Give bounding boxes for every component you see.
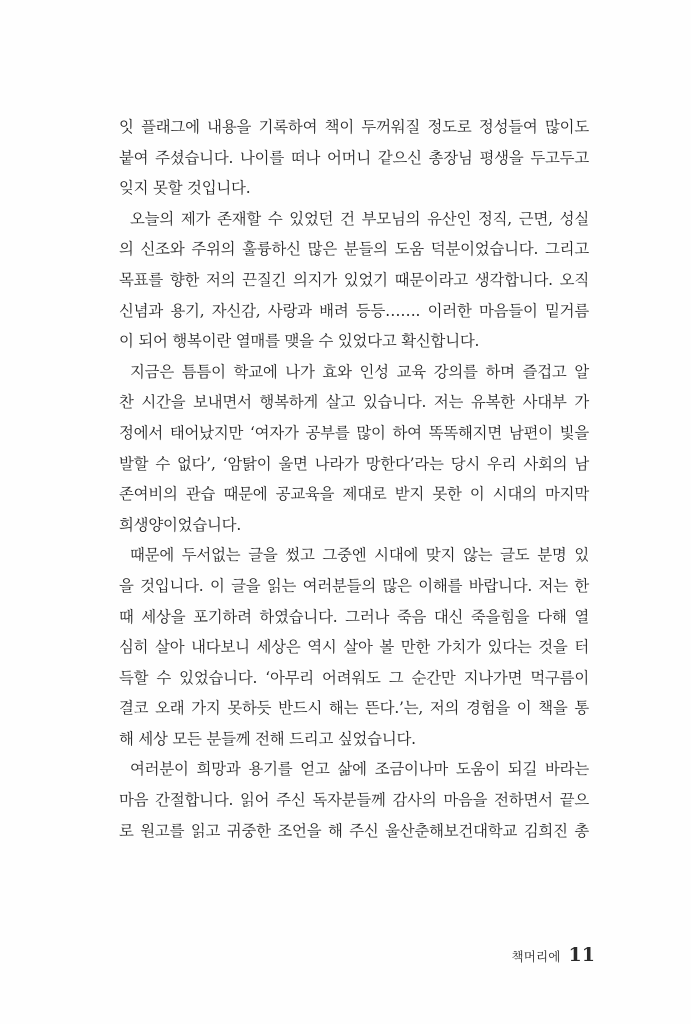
text-line: 의 신조와 주위의 훌륭하신 많은 분들의 도움 덕분이었습니다. 그리고	[119, 240, 589, 259]
page-footer	[511, 944, 595, 966]
text-line: 찬 시간을 보내면서 행복하게 살고 있습니다. 저는 유복한 사대부 가	[119, 393, 589, 412]
text-line: 때 세상을 포기하려 하였습니다. 그러나 죽음 대신 죽을힘을 다해 열	[119, 607, 589, 626]
text-line: 여러분이 희망과 용기를 얻고 삶에 조금이나마 도움이 되길 바라는	[130, 760, 589, 779]
text-line: 발할 수 없다’, ‘암탉이 울면 나라가 망한다’라는 당시 우리 사회의 남	[119, 454, 589, 473]
text-line: 때문에 두서없는 글을 썼고 그중엔 시대에 맞지 않는 글도 분명 있	[130, 546, 589, 565]
text-line: 을 것입니다. 이 글을 읽는 여러분들의 많은 이해를 바랍니다. 저는 한	[119, 576, 589, 595]
text-line: 로 원고를 읽고 귀중한 조언을 해 주신 울산춘해보건대학교 김희진 총	[119, 821, 589, 840]
text-line: 존여비의 관습 때문에 공교육을 제대로 받지 못한 이 시대의 마지막	[119, 485, 589, 504]
text-line: 이 되어 행복이란 열매를 맺을 수 있었다고 확신합니다.	[119, 332, 480, 351]
text-line: 해 세상 모든 분들께 전해 드리고 싶었습니다.	[119, 729, 416, 748]
text-line: 심히 살아 내다보니 세상은 역시 살아 볼 만한 가치가 있다는 것을 터	[119, 638, 589, 657]
text-line: 목표를 향한 저의 끈질긴 의지가 있었기 때문이라고 생각합니다. 오직	[119, 270, 589, 289]
text-line: 정에서 태어났지만 ‘여자가 공부를 많이 하여 똑똑해지면 남편이 빛을	[119, 423, 589, 442]
running-head: 책머리에	[511, 949, 561, 964]
page-number: 11	[568, 944, 595, 966]
text-line: 신념과 용기, 자신감, 사랑과 배려 등등……. 이러한 마음들이 밑거름	[119, 301, 589, 320]
text-line: 잇 플래그에 내용을 기록하여 책이 두꺼워질 정도로 정성들여 많이도	[119, 118, 589, 136]
text-line: 지금은 틈틈이 학교에 나가 효와 인성 교육 강의를 하며 즐겁고 알	[130, 362, 589, 381]
text-line: 잊지 못할 것입니다.	[119, 179, 251, 198]
text-line: 붙여 주셨습니다. 나이를 떠나 어머니 같으신 총장님 평생을 두고두고	[119, 148, 589, 167]
text-line: 득할 수 있었습니다. ‘아무리 어려워도 그 순간만 지나가면 먹구름이	[119, 668, 589, 687]
text-line: 결코 오래 가지 못하듯 반드시 해는 뜬다.’는, 저의 경험을 이 책을 통	[119, 699, 589, 718]
body-text	[119, 112, 589, 846]
text-line: 희생양이었습니다.	[119, 515, 242, 534]
text-line: 오늘의 제가 존재할 수 있었던 건 부모님의 유산인 정직, 근면, 성실	[130, 209, 589, 228]
text-line: 마음 간절합니다. 읽어 주신 독자분들께 감사의 마음을 전하면서 끝으	[119, 791, 589, 810]
